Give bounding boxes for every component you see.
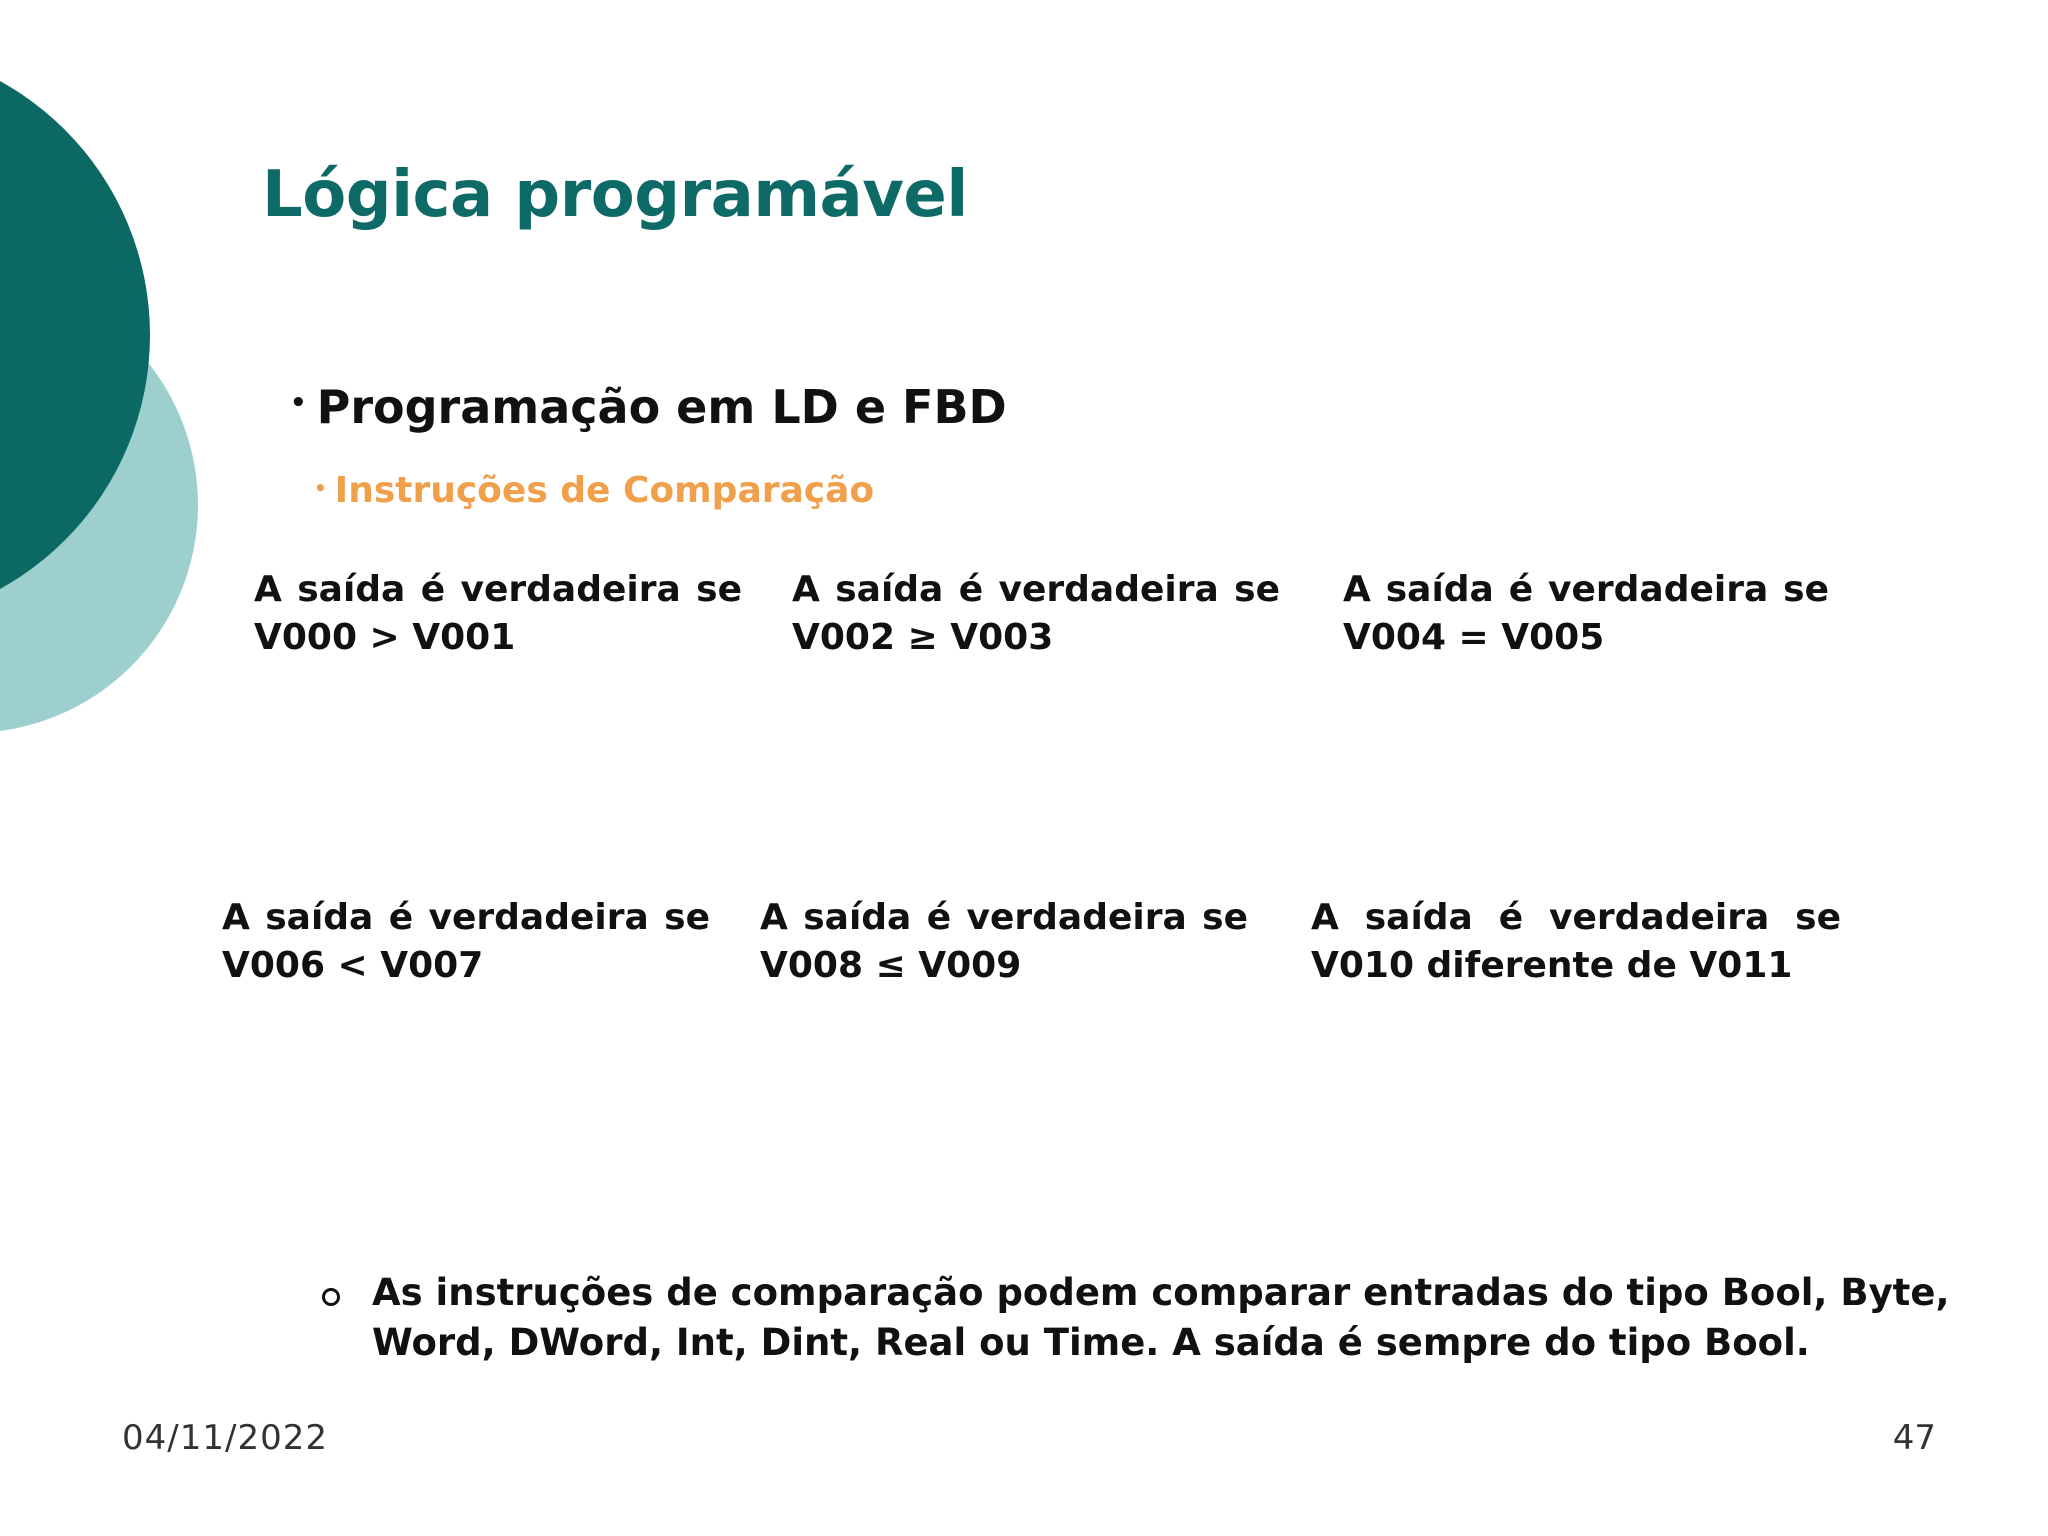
condition-label: A saída é verdadeira se [1311,897,1841,938]
condition-greater-equal [792,566,1280,662]
condition-expression: V006 < V007 [222,945,484,986]
condition-equal [1343,566,1829,662]
condition-expression: V010 diferente de V011 [1311,945,1793,986]
condition-label: A saída é verdadeira se [222,897,710,938]
bullet-dot: • [314,476,327,500]
bullet-level2-text: Instruções de Comparação [334,470,875,511]
footer-date: 04/11/2022 [122,1418,328,1458]
condition-expression: V008 ≤ V009 [760,945,1022,986]
bullet-level2 [314,470,874,511]
condition-not-equal [1311,894,1841,990]
condition-greater [254,566,742,662]
condition-label: A saída é verdadeira se [1343,569,1829,610]
condition-less-equal [760,894,1248,990]
condition-label: A saída é verdadeira se [760,897,1248,938]
slide-number: 47 [1892,1418,1936,1458]
ring-bullet-icon [322,1288,340,1306]
condition-less [222,894,710,990]
condition-expression: V002 ≥ V003 [792,617,1054,658]
condition-expression: V000 > V001 [254,617,516,658]
condition-label: A saída é verdadeira se [254,569,742,610]
note-bullet [322,1268,2048,1368]
slide-title: Lógica programável [262,158,968,232]
bullet-level1-text: Programação em LD e FBD [316,380,1007,434]
note-text: As instruções de comparação podem comparar entradas do tipo Bool, Byte, Word, DWord, Int, Dint, Real ou Time. A saída é sempre do tipo Bool. [372,1271,1950,1364]
condition-label: A saída é verdadeira se [792,569,1280,610]
bullet-dot: • [290,388,307,418]
decorative-circles [0,0,220,820]
bullet-level1 [290,380,1007,434]
condition-expression: V004 = V005 [1343,617,1605,658]
